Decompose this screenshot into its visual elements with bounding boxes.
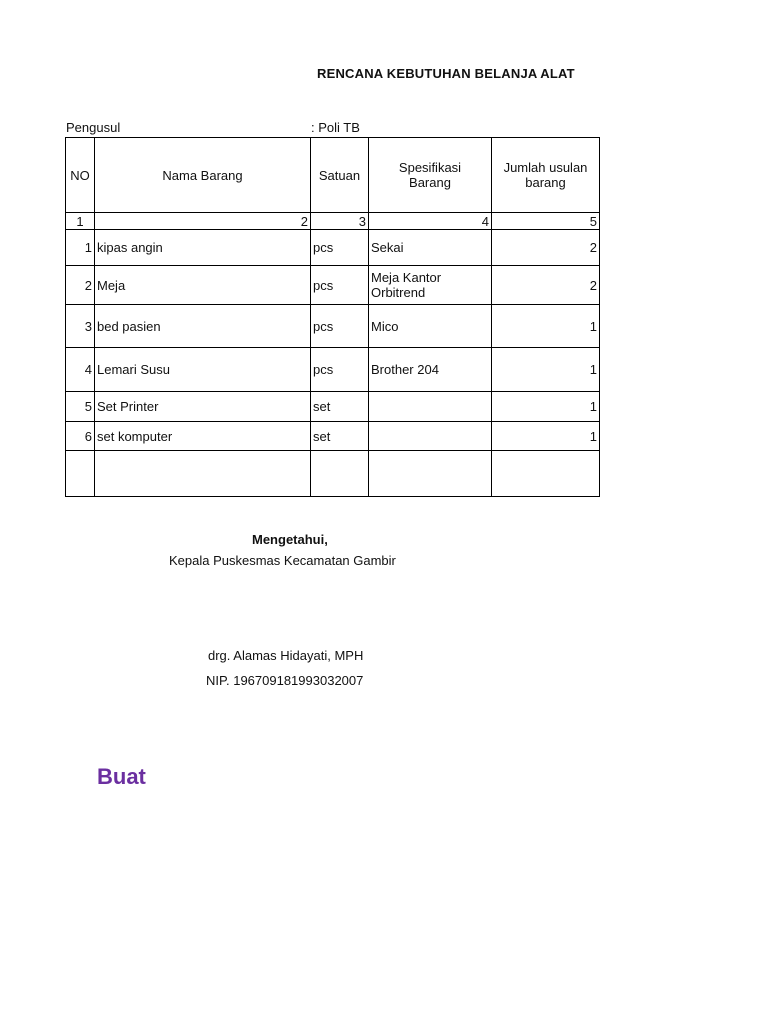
- row-unit: pcs: [311, 305, 369, 348]
- requirements-table: [65, 137, 600, 497]
- row-no: 3: [66, 305, 95, 348]
- row-item-name: set komputer: [95, 422, 311, 451]
- row-item-name: kipas angin: [95, 230, 311, 266]
- row-spec-line-1: Meja Kantor: [371, 270, 442, 285]
- row-spec: Mico: [369, 305, 492, 348]
- table-row: [66, 422, 600, 451]
- row-qty: 1: [492, 348, 600, 392]
- row-spec-line-2: Orbitrend: [371, 285, 426, 300]
- buat-link[interactable]: Buat: [97, 764, 146, 789]
- row-spec: [369, 392, 492, 422]
- acknowledged-label: Mengetahui,: [252, 532, 328, 547]
- row-no: 2: [66, 266, 95, 305]
- empty-cell: [369, 451, 492, 497]
- signatory-name: drg. Alamas Hidayati, MPH: [208, 648, 364, 663]
- table-header-row: [66, 138, 600, 213]
- table-row: [66, 348, 600, 392]
- row-unit: set: [311, 422, 369, 451]
- column-number: 5: [492, 213, 600, 230]
- header-item-name: Nama Barang: [95, 138, 311, 213]
- column-number: 4: [369, 213, 492, 230]
- column-number: 3: [311, 213, 369, 230]
- header-specification: [369, 138, 492, 213]
- table-row: [66, 305, 600, 348]
- column-number: 2: [95, 213, 311, 230]
- header-spec-line-2: Barang: [409, 175, 451, 190]
- header-quantity: [492, 138, 600, 213]
- row-no: 5: [66, 392, 95, 422]
- row-item-name: Lemari Susu: [95, 348, 311, 392]
- row-unit: pcs: [311, 348, 369, 392]
- header-unit: Satuan: [311, 138, 369, 213]
- proposer-label: Pengusul: [66, 120, 121, 135]
- proposer-value: : Poli TB: [311, 120, 360, 135]
- signatory-nip: NIP. 196709181993032007: [206, 673, 364, 688]
- row-item-name: Set Printer: [95, 392, 311, 422]
- row-spec: Brother 204: [369, 348, 492, 392]
- row-item-name: Meja: [95, 266, 311, 305]
- table-row: [66, 392, 600, 422]
- row-spec: Sekai: [369, 230, 492, 266]
- header-no: NO: [66, 138, 95, 213]
- header-spec-line-1: Spesifikasi: [398, 160, 462, 175]
- row-qty: 2: [492, 266, 600, 305]
- empty-cell: [311, 451, 369, 497]
- column-number: 1: [66, 213, 95, 230]
- row-qty: 1: [492, 392, 600, 422]
- row-qty: 1: [492, 422, 600, 451]
- empty-cell: [95, 451, 311, 497]
- empty-cell: [66, 451, 95, 497]
- row-no: 1: [66, 230, 95, 266]
- row-spec: [369, 266, 492, 305]
- signatory-position: Kepala Puskesmas Kecamatan Gambir: [169, 553, 396, 568]
- row-qty: 1: [492, 305, 600, 348]
- header-qty-line-2: barang: [525, 175, 566, 190]
- column-number-row: [66, 213, 600, 230]
- row-unit: pcs: [311, 266, 369, 305]
- row-no: 4: [66, 348, 95, 392]
- row-item-name: bed pasien: [95, 305, 311, 348]
- table-row-empty: [66, 451, 600, 497]
- row-qty: 2: [492, 230, 600, 266]
- row-unit: pcs: [311, 230, 369, 266]
- document-title: RENCANA KEBUTUHAN BELANJA ALAT: [317, 66, 575, 81]
- table-row: [66, 266, 600, 305]
- row-spec: [369, 422, 492, 451]
- header-qty-line-1: Jumlah usulan: [503, 160, 588, 175]
- row-unit: set: [311, 392, 369, 422]
- row-no: 6: [66, 422, 95, 451]
- empty-cell: [492, 451, 600, 497]
- table-row: [66, 230, 600, 266]
